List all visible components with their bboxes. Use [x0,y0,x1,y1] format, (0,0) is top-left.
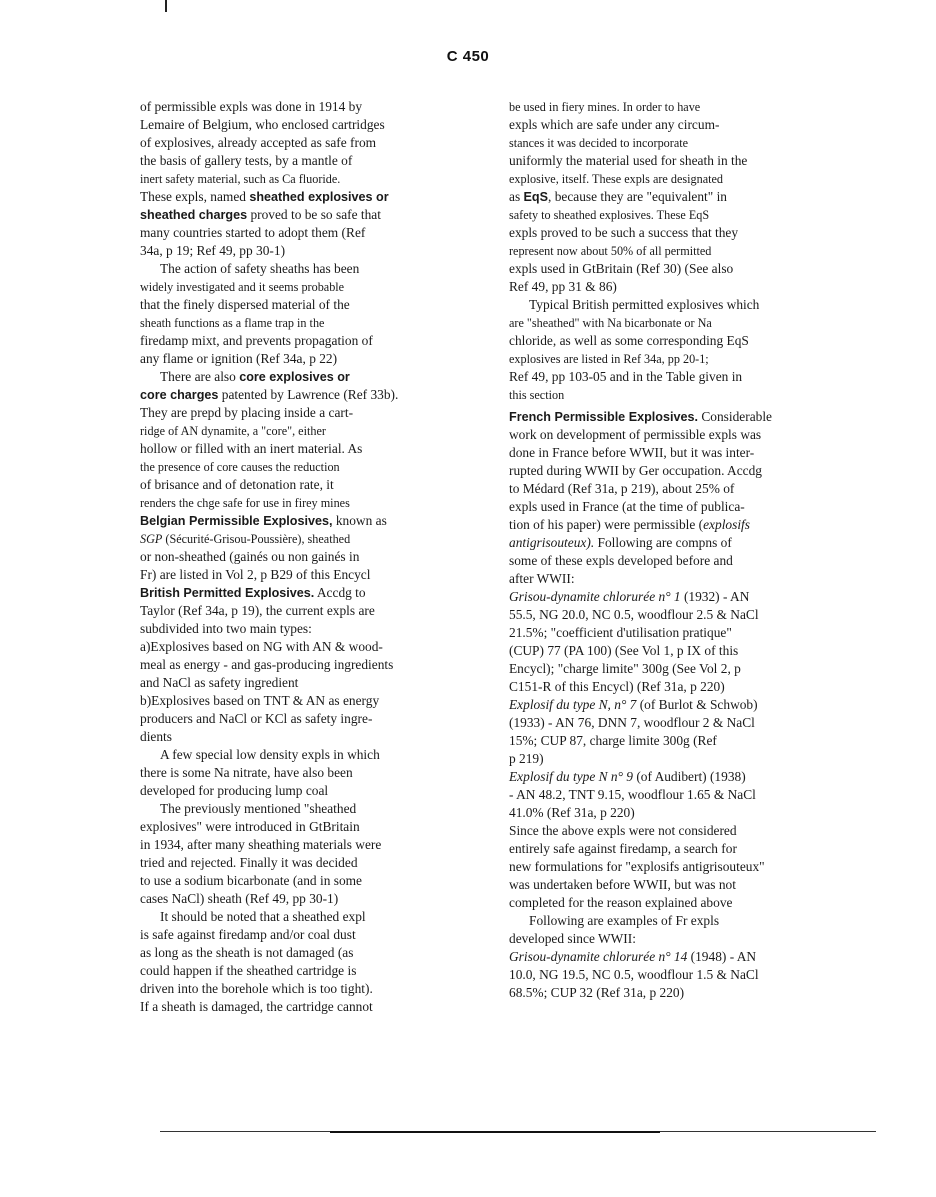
text-line [509,444,834,462]
text-line [140,206,460,224]
line-text: The previously mentioned "sheathed [160,801,357,816]
line-text: stances it was decided to incorporate [509,136,689,150]
line-text-post: (1948) - AN [687,949,757,964]
text-line [509,332,834,350]
line-text: rupted during WWII by Ger occupation. Accdg [509,463,762,478]
text-line [509,480,834,498]
line-text-post: (1932) - AN [680,589,750,604]
line-text: 68.5%; CUP 32 (Ref 31a, p 220) [509,985,685,1000]
line-text: of brisance and of detonation rate, it [140,477,334,492]
text-line [509,840,834,858]
text-line [509,570,834,588]
line-text-pre: as [509,189,524,204]
line-text-pre: These expls, named [140,189,250,204]
line-text: inert safety material, such as Ca fluoride. [140,172,341,186]
line-text: tried and rejected. Finally it was decided [140,855,358,870]
footer-rule-accent [330,1131,660,1133]
text-line [140,98,460,116]
line-text: sheath functions as a flame trap in the [140,316,325,330]
line-text: subdivided into two main types: [140,621,312,636]
line-text: expls proved to be such a success that they [509,225,739,240]
line-text: of explosives, already accepted as safe from [140,135,377,150]
text-line [509,642,834,660]
line-text: some of these expls developed before and [509,553,733,568]
line-text-pre: There are also [160,369,240,384]
bold-term: core explosives or [239,370,350,384]
line-text: p 219) [509,751,544,766]
text-line [140,458,460,476]
line-text-post: (Sécurité-Grisou-Poussière), sheathed [162,532,351,546]
text-line [140,422,460,440]
line-text: entirely safe against firedamp, a search for [509,841,737,856]
text-line [509,368,834,386]
line-text: Fr) are listed in Vol 2, p B29 of this Encycl [140,567,371,582]
text-line [140,692,460,710]
line-text: expls used in France (at the time of publica- [509,499,745,514]
line-text: 41.0% (Ref 31a, p 220) [509,805,635,820]
text-line [140,998,460,1016]
line-text: the basis of gallery tests, by a mantle of [140,153,353,168]
text-line [140,548,460,566]
text-line [509,408,834,426]
text-line [140,656,460,674]
text-line [140,170,460,188]
text-line [509,930,834,948]
line-text: safety to sheathed explosives. These EqS [509,208,710,222]
text-line [140,782,460,800]
line-text-post: Considerable [698,409,773,424]
text-line [140,764,460,782]
text-line [140,404,460,422]
line-text: completed for the reason explained above [509,895,733,910]
text-line [140,872,460,890]
text-line [509,260,834,278]
text-line [509,534,834,552]
line-text: new formulations for "explosifs antigrisouteux" [509,859,765,874]
text-line [509,984,834,1002]
line-text: dients [140,729,172,744]
line-text: as long as the sheath is not damaged (as [140,945,354,960]
line-text: after WWII: [509,571,575,586]
line-text-post: (of Burlot & Schwob) [636,697,758,712]
line-text: explosives are listed in Ref 34a, pp 20-1; [509,352,709,366]
line-text: Encycl); "charge limite" 300g (See Vol 2, p [509,661,741,676]
text-line [509,948,834,966]
line-text: A few special low density expls in which [160,747,380,762]
line-text: are "sheathed" with Na bicarbonate or Na [509,316,712,330]
text-line [509,188,834,206]
text-line [140,728,460,746]
text-line [140,188,460,206]
text-line [140,962,460,980]
text-line [140,386,460,404]
text-line [509,350,834,368]
italic-term: Grisou-dynamite chlorurée n° 14 [509,949,688,964]
text-line [509,386,834,404]
line-text: It should be noted that a sheathed expl [160,909,366,924]
text-line [509,170,834,188]
text-line [140,584,460,602]
line-text: meal as energy - and gas-producing ingredients [140,657,394,672]
text-line [140,530,460,548]
text-line [140,242,460,260]
text-line [140,350,460,368]
text-line [509,242,834,260]
line-text: driven into the borehole which is too tight). [140,981,373,996]
text-line [509,678,834,696]
text-line [140,134,460,152]
text-line [140,332,460,350]
line-text-post: Following are compns of [594,535,732,550]
text-line [140,494,460,512]
line-text: firedamp mixt, and prevents propagation of [140,333,373,348]
line-text: cases NaCl) sheath (Ref 49, pp 30-1) [140,891,339,906]
text-line [140,278,460,296]
text-line [509,966,834,984]
line-text: developed for producing lump coal [140,783,329,798]
italic-term: Grisou-dynamite chlorurée n° 1 [509,589,681,604]
line-text-post: patented by Lawrence (Ref 33b). [218,387,399,402]
text-line [140,566,460,584]
text-line [509,804,834,822]
line-text: Taylor (Ref 34a, p 19), the current expls are [140,603,375,618]
line-text: b)Explosives based on TNT & AN as energy [140,693,380,708]
text-line [140,260,460,278]
italic-term: Explosif du type N n° 9 [509,769,633,784]
text-line [140,116,460,134]
text-line [509,732,834,750]
text-line [509,786,834,804]
text-line [509,714,834,732]
text-line [509,314,834,332]
line-text: represent now about 50% of all permitted [509,244,712,258]
text-line [509,498,834,516]
line-text: 21.5%; "coefficient d'utilisation pratique" [509,625,732,640]
line-text: any flame or ignition (Ref 34a, p 22) [140,351,338,366]
line-text: done in France before WWII, but it was inter- [509,445,755,460]
italic-term: Explosif du type N, n° 7 [509,697,637,712]
line-text: to use a sodium bicarbonate (and in some [140,873,363,888]
line-text-post: Accdg to [314,585,366,600]
line-text: Following are examples of Fr expls [529,913,720,928]
line-text-pre: tion of his paper) were permissible ( [509,517,704,532]
line-text: renders the chge safe for use in firey mines [140,496,350,510]
text-line [509,912,834,930]
line-text: be used in fiery mines. In order to have [509,100,701,114]
line-text: a)Explosives based on NG with AN & wood- [140,639,383,654]
text-line [509,660,834,678]
line-text: this section [509,388,565,402]
line-text: Typical British permitted explosives which [529,297,760,312]
text-line [140,368,460,386]
line-text: developed since WWII: [509,931,636,946]
left-column [140,98,460,1016]
text-line [509,876,834,894]
italic-term: SGP [140,532,163,546]
italic-term: explosifs [703,517,750,532]
text-line [509,116,834,134]
text-line [140,152,460,170]
text-line [140,854,460,872]
line-text: Ref 49, pp 31 & 86) [509,279,617,294]
line-text: hollow or filled with an inert material. As [140,441,363,456]
text-line [140,638,460,656]
text-line [140,512,460,530]
bold-term: sheathed explosives or [249,190,389,204]
text-line [140,818,460,836]
text-line [140,296,460,314]
line-text-post: (of Audibert) (1938) [633,769,746,784]
line-text: If a sheath is damaged, the cartridge cannot [140,999,373,1014]
bold-term: French Permissible Explosives. [509,410,698,424]
margin-mark [165,0,167,12]
line-text: expls used in GtBritain (Ref 30) (See also [509,261,734,276]
bold-term: sheathed charges [140,208,248,222]
text-line [509,426,834,444]
line-text: Lemaire of Belgium, who enclosed cartridges [140,117,385,132]
text-line [509,696,834,714]
line-text: explosives" were introduced in GtBritain [140,819,360,834]
text-line [140,890,460,908]
italic-term: antigrisouteux). [509,535,595,550]
text-line [140,674,460,692]
line-text: that the finely dispersed material of the [140,297,350,312]
bold-term: Belgian Permissible Explosives, [140,514,333,528]
line-text: in 1934, after many sheathing materials were [140,837,382,852]
bold-term: core charges [140,388,219,402]
text-line [140,926,460,944]
bold-term: EqS [523,190,549,204]
line-text: The action of safety sheaths has been [160,261,360,276]
text-line [509,624,834,642]
text-line [140,980,460,998]
text-line [509,858,834,876]
line-text: ridge of AN dynamite, a "core", either [140,424,326,438]
line-text: (CUP) 77 (PA 100) (See Vol 1, p IX of this [509,643,739,658]
line-text: the presence of core causes the reduction [140,460,340,474]
page-number: C 450 [446,48,490,65]
line-text: chloride, as well as some corresponding EqS [509,333,749,348]
text-line [140,440,460,458]
text-line [140,476,460,494]
text-line [509,588,834,606]
text-line [140,314,460,332]
line-text-post: proved to be so safe that [247,207,381,222]
text-line [509,462,834,480]
text-line [509,98,834,116]
text-line [509,552,834,570]
line-text: could happen if the sheathed cartridge is [140,963,357,978]
text-line [509,206,834,224]
line-text: 10.0, NG 19.5, NC 0.5, woodflour 1.5 & NaCl [509,967,759,982]
line-text-post: known as [332,513,387,528]
text-line [140,710,460,728]
line-text: They are prepd by placing inside a cart- [140,405,354,420]
line-text: and NaCl as safety ingredient [140,675,299,690]
line-text: 34a, p 19; Ref 49, pp 30-1) [140,243,286,258]
line-text: is safe against firedamp and/or coal dust [140,927,356,942]
line-text: to Médard (Ref 31a, p 219), about 25% of [509,481,735,496]
line-text: uniformly the material used for sheath in the [509,153,748,168]
text-line [140,746,460,764]
line-text: C151-R of this Encycl) (Ref 31a, p 220) [509,679,725,694]
bold-term: British Permitted Explosives. [140,586,315,600]
text-line [509,606,834,624]
line-text: of permissible expls was done in 1914 by [140,99,363,114]
text-line [140,620,460,638]
line-text: 55.5, NG 20.0, NC 0.5, woodflour 2.5 & NaCl [509,607,759,622]
line-text: there is some Na nitrate, have also been [140,765,353,780]
line-text: explosive, itself. These expls are designated [509,172,724,186]
line-text: - AN 48.2, TNT 9.15, woodflour 1.65 & NaCl [509,787,756,802]
line-text: 15%; CUP 87, charge limite 300g (Ref [509,733,717,748]
text-line [509,750,834,768]
text-line [140,944,460,962]
text-line [509,894,834,912]
text-line [509,516,834,534]
text-line [509,278,834,296]
line-text: widely investigated and it seems probable [140,280,345,294]
text-line [140,836,460,854]
text-line [140,800,460,818]
line-text: was undertaken before WWII, but was not [509,877,736,892]
line-text: expls which are safe under any circum- [509,117,720,132]
line-text: Ref 49, pp 103-05 and in the Table given in [509,369,743,384]
text-line [140,908,460,926]
text-line [140,224,460,242]
text-line [509,822,834,840]
text-line [509,152,834,170]
text-line [509,224,834,242]
text-line [509,134,834,152]
line-text: many countries started to adopt them (Ref [140,225,366,240]
text-line [509,768,834,786]
line-text: producers and NaCl or KCl as safety ingre- [140,711,373,726]
line-text: (1933) - AN 76, DNN 7, woodflour 2 & NaCl [509,715,755,730]
line-text: or non-sheathed (gainés ou non gainés in [140,549,360,564]
right-column [509,98,834,1002]
line-text-post: , because they are "equivalent" in [548,189,727,204]
text-line [140,602,460,620]
line-text: work on development of permissible expls was [509,427,762,442]
text-line [509,296,834,314]
line-text: Since the above expls were not considered [509,823,737,838]
